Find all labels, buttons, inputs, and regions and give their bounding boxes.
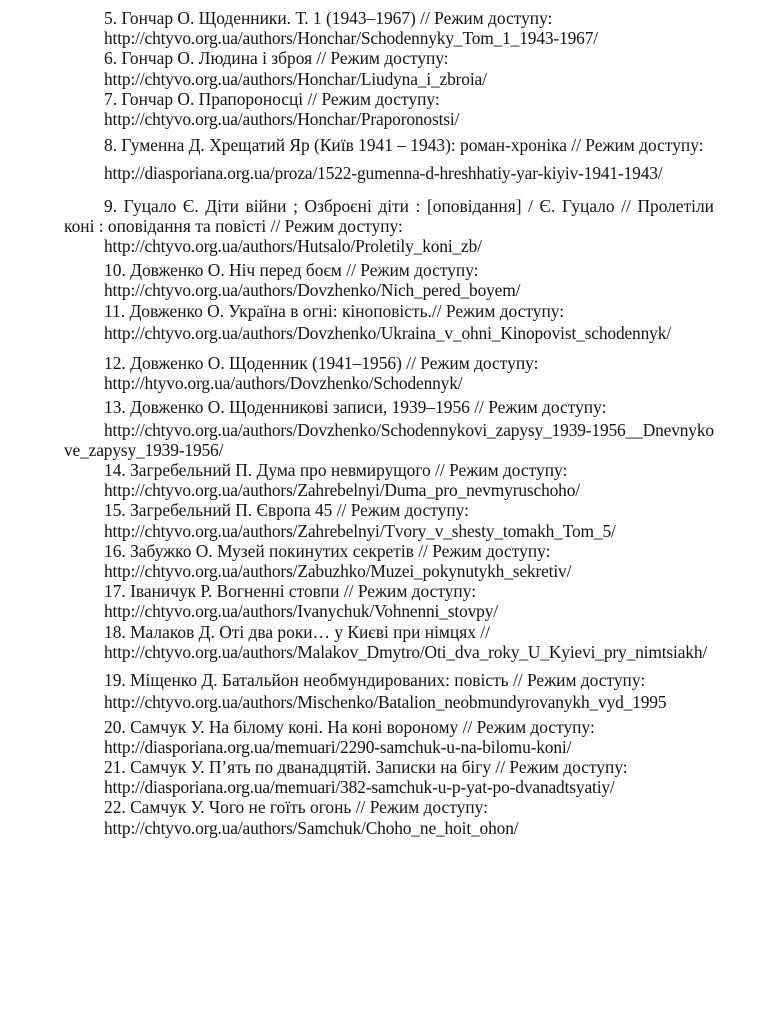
entry-title: 22. Самчук У. Чого не гоїть огонь // Режим доступу: — [104, 797, 488, 818]
entry-url[interactable]: http://chtyvo.org.ua/authors/Zahrebelnyi/Tvory_v_shesty_tomakh_Tom_5/ — [104, 520, 616, 541]
list-item — [64, 460, 714, 500]
entry-title: 16. Забужко О. Музей покинутих секретів // Режим доступу: — [104, 540, 551, 561]
entry-title: 15. Загребельний П. Європа 45 // Режим доступу: — [104, 500, 469, 521]
list-item — [64, 622, 714, 662]
entry-title: 6. Гончар О. Людина і зброя // Режим доступу: — [104, 48, 449, 69]
entry-title: 18. Малаков Д. Оті два роки… у Києві при німцях // — [104, 621, 490, 642]
list-item — [64, 500, 714, 540]
entry-title: 19. Міщенко Д. Батальйон необмундированих: повість // Режим доступу: — [104, 670, 646, 691]
entry-url[interactable]: http://diasporiana.org.ua/memuari/2290-samchuk-u-na-bilomu-koni/ — [104, 736, 572, 757]
entry-title: 21. Самчук У. П’ять по дванадцятій. Записки на бігу // Режим доступу: — [104, 756, 628, 777]
list-item — [64, 195, 719, 257]
entry-url[interactable]: http://chtyvo.org.ua/authors/Hutsalo/Proletily_koni_zb/ — [104, 236, 482, 257]
entry-url[interactable]: http://diasporiana.org.ua/proza/1522-gumenna-d-hreshhatiy-yar-kiyiv-1941-1943/ — [104, 163, 663, 184]
list-item — [64, 89, 714, 129]
entry-title: 12. Довженко О. Щоденник (1941–1956) // Режим доступу: — [104, 353, 539, 374]
entry-url[interactable]: http://chtyvo.org.ua/authors/Dovzhenko/Ukraina_v_ohni_Kinopovist_schodennyk/ — [104, 322, 671, 343]
entry-url[interactable]: http://chtyvo.org.ua/authors/Zahrebelnyi/Duma_pro_nevmyruschoho/ — [104, 480, 580, 501]
list-item — [64, 397, 714, 460]
list-item — [64, 260, 714, 300]
list-item — [64, 48, 714, 88]
list-item — [64, 717, 714, 757]
entry-url[interactable]: http://chtyvo.org.ua/authors/Dovzhenko/Nich_pered_boyem/ — [104, 280, 521, 301]
entry-url[interactable]: http://chtyvo.org.ua/authors/Dovzhenko/Schodennykovi_zapysy_1939-1956__Dnevnykove_zapysy_1939-1956/ — [64, 419, 714, 460]
entry-url[interactable]: http://chtyvo.org.ua/authors/Honchar/Liudyna_i_zbroia/ — [104, 68, 487, 89]
entry-title: 17. Іваничук Р. Вогненні стовпи // Режим доступу: — [104, 581, 477, 602]
list-item — [64, 301, 714, 343]
list-item — [64, 8, 714, 48]
list-item — [64, 135, 714, 183]
entry-url[interactable]: http://chtyvo.org.ua/authors/Honchar/Schodennyky_Tom_1_1943-1967/ — [104, 28, 598, 49]
entry-url[interactable]: http://chtyvo.org.ua/authors/Zabuzhko/Muzei_pokynutykh_sekretiv/ — [104, 561, 572, 582]
entry-url[interactable]: http://chtyvo.org.ua/authors/Honchar/Praporonostsi/ — [104, 109, 460, 130]
entry-title: 13. Довженко О. Щоденникові записи, 1939–1956 // Режим доступу: — [104, 397, 607, 418]
entry-title: 20. Самчук У. На білому коні. На коні вороному // Режим доступу: — [104, 716, 595, 737]
entry-url[interactable]: http://chtyvo.org.ua/authors/Samchuk/Choho_ne_hoit_ohon/ — [104, 817, 519, 838]
entry-title: 7. Гончар О. Прапороносці // Режим доступу: — [104, 88, 440, 109]
entry-url[interactable]: http://htyvo.org.ua/authors/Dovzhenko/Schodennyk/ — [104, 373, 463, 394]
list-item — [64, 541, 714, 581]
list-item — [64, 353, 714, 393]
entry-url[interactable]: http://chtyvo.org.ua/authors/Malakov_Dmytro/Oti_dva_roky_U_Kyievi_pry_nimtsiakh/ — [104, 641, 708, 662]
list-item — [64, 757, 714, 797]
entry-title: 11. Довженко О. Україна в огні: кіноповість.// Режим доступу: — [104, 300, 565, 321]
entry-title: 14. Загребельний П. Дума про невмирущого // Режим доступу: — [104, 460, 568, 481]
list-item — [64, 581, 714, 621]
entry-title: 9. Гуцало Є. Діти війни ; Озброєні діти : [оповідання] / Є. Гуцало // Пролетіли коні : оповідання та повісті // Режим доступу: — [64, 195, 719, 236]
list-item — [64, 797, 714, 837]
entry-url[interactable]: http://diasporiana.org.ua/memuari/382-samchuk-u-p-yat-po-dvanadtsyatiy/ — [104, 777, 615, 798]
entry-title: 10. Довженко О. Ніч перед боєм // Режим доступу: — [104, 260, 479, 281]
entry-title: 8. Гуменна Д. Хрещатий Яр (Київ 1941 – 1943): роман-хроніка // Режим доступу: — [104, 135, 704, 156]
entry-url[interactable]: http://chtyvo.org.ua/authors/Mischenko/Batalion_neobmundyrovanykh_vyd_1995 — [104, 692, 667, 713]
entry-title: 5. Гончар О. Щоденники. Т. 1 (1943–1967) // Режим доступу: — [104, 8, 553, 28]
list-item — [64, 670, 714, 712]
entry-url[interactable]: http://chtyvo.org.ua/authors/Ivanychuk/Vohnenni_stovpy/ — [104, 601, 498, 622]
